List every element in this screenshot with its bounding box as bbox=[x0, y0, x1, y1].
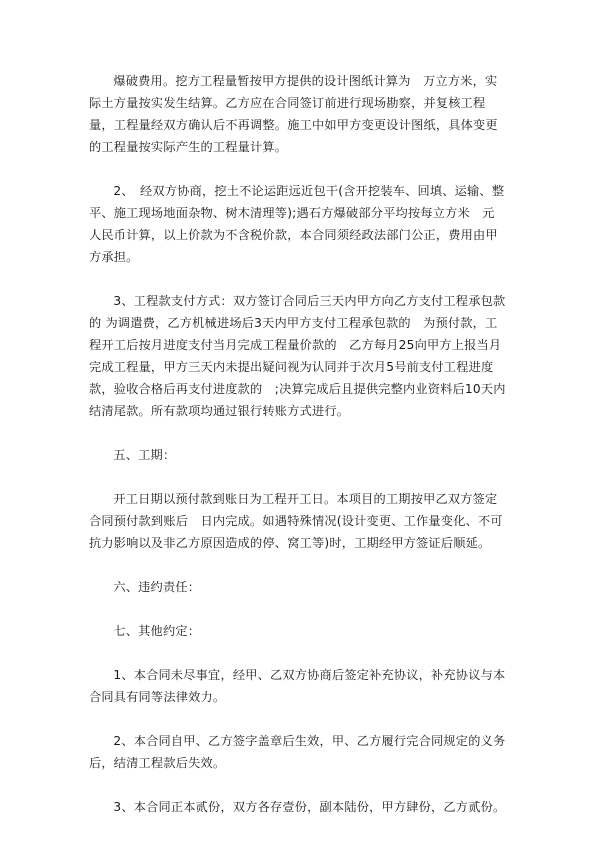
document-body bbox=[89, 70, 507, 818]
paragraph-other-3: 3、本合同正本贰份，双方各存壹份，副本陆份，甲方肆份，乙方贰份。 bbox=[113, 800, 506, 814]
heading-schedule: 五、工期： bbox=[113, 448, 176, 462]
paragraph-excavation-volume: 爆破费用。挖方工程量暂按甲方提供的设计图纸计算为 万立方米，实际土方量按实发生结算。乙方应在合同签订前进行现场勘察，并复核工程量，工程量经双方确认后不再调整。施工中如甲方变更设计图纸，具体变更的工程量按实际产生的工程量计算。 bbox=[89, 74, 498, 154]
paragraph-clause-2: 2、 经双方协商，挖土不论运距远近包干(含开挖装车、回填、运输、整平、施工现场地面杂物、树木清理等);遇石方爆破部分平均按每立方米 元人民币计算，以上价款为不含税价款，本合同须经政法部门公正，费用由甲方承担。 bbox=[89, 184, 505, 264]
paragraph-clause-3-payment: 3、工程款支付方式：双方签订合同后三天内甲方向乙方支付工程承包款的 为调遣费，乙方机械进场后3天内甲方支付工程承包款的 为预付款，工程开工后按月进度支付当月完成工程量价款的 乙方每月25向甲方上报当月完成工程量，甲方三天内未提出疑问视为认同并于次月5号前支付工程进度款，验收合格后再支付进度款的 ;决算完成后且提供完整内业资料后10天内结清尾款。所有款项均通过银行转账方式进行。 bbox=[89, 294, 506, 418]
heading-other-terms: 七、其他约定： bbox=[113, 624, 201, 638]
heading-breach: 六、违约责任： bbox=[113, 580, 201, 594]
paragraph-other-2: 2、本合同自甲、乙方签字盖章后生效，甲、乙方履行完合同规定的义务后，结清工程款后失效。 bbox=[89, 734, 506, 770]
paragraph-schedule: 开工日期以预付款到账日为工程开工日。本项目的工期按甲乙双方签定合同预付款到账后 日内完成。如遇特殊情况(设计变更、工作量变化、不可抗力影响以及非乙方原因造成的停、窝工等)时，工期经甲方签证后顺延。 bbox=[89, 492, 503, 550]
paragraph-other-1: 1、本合同未尽事宜，经甲、乙双方协商后签定补充协议，补充协议与本合同具有同等法律效力。 bbox=[89, 668, 506, 704]
